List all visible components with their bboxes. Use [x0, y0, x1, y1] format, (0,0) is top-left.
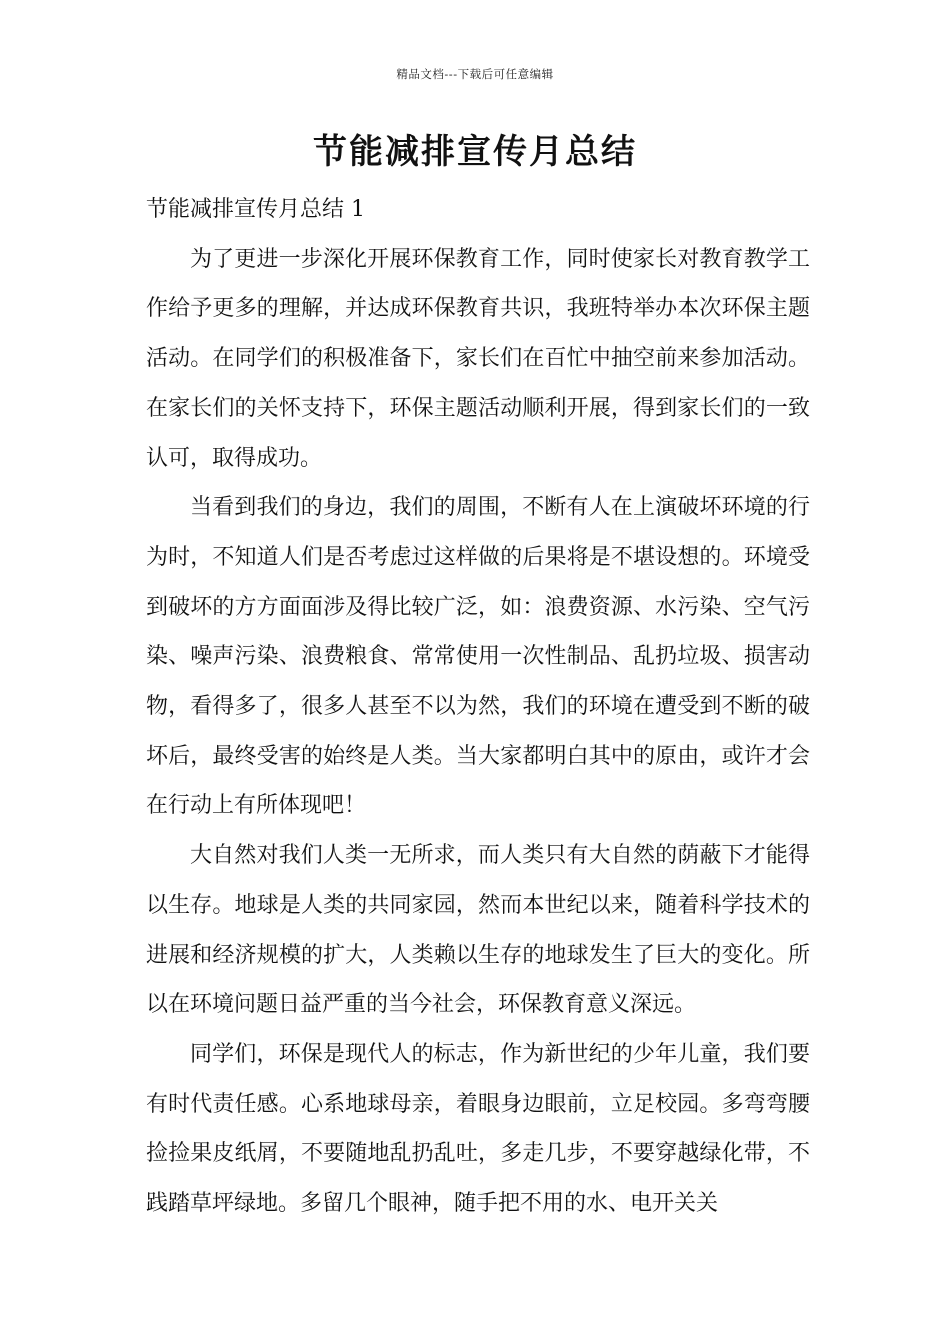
paragraph-3: 大自然对我们人类一无所求，而人类只有大自然的荫蔽下才能得以生存。地球是人类的共同家园，然而本世纪以来，随着科学技术的进展和经济规模的扩大，人类赖以生存的地球发生了巨大的变化。所以在环境问题日益严重的当今社会，环保教育意义深远。	[146, 843, 810, 1018]
paragraph-2: 当看到我们的身边，我们的周围，不断有人在上演破坏环境的行为时，不知道人们是否考虑过这样做的后果将是不堪设想的。环境受到破坏的方方面面涉及得比较广泛，如：浪费资源、水污染、空气污染、噪声污染、浪费粮食、常常使用一次性制品、乱扔垃圾、损害动物，看得多了，很多人甚至不以为然，我们的环境在遭受到不断的破坏后，最终受害的始终是人类。当大家都明白其中的原由，或许才会在行动上有所体现吧！	[146, 495, 810, 819]
document-body	[146, 185, 810, 1229]
document-title: 节能减排宣传月总结	[313, 132, 637, 172]
section-subtitle: 节能减排宣传月总结 1	[146, 197, 365, 222]
paragraph-4: 同学们，环保是现代人的标志，作为新世纪的少年儿童，我们要有时代责任感。心系地球母亲，着眼身边眼前，立足校园。多弯弯腰捡捡果皮纸屑，不要随地乱扔乱吐，多走几步，不要穿越绿化带，不践踏草坪绿地。多留几个眼神，随手把不用的水、电开关关	[146, 1041, 810, 1217]
header-note: 精品文档---下载后可任意编辑	[396, 67, 554, 81]
paragraph-1: 为了更进一步深化开展环保教育工作，同时使家长对教育教学工作给予更多的理解，并达成环保教育共识，我班特举办本次环保主题活动。在同学们的积极准备下，家长们在百忙中抽空前来参加活动。在家长们的关怀支持下，环保主题活动顺利开展，得到家长们的一致认可，取得成功。	[146, 246, 810, 471]
